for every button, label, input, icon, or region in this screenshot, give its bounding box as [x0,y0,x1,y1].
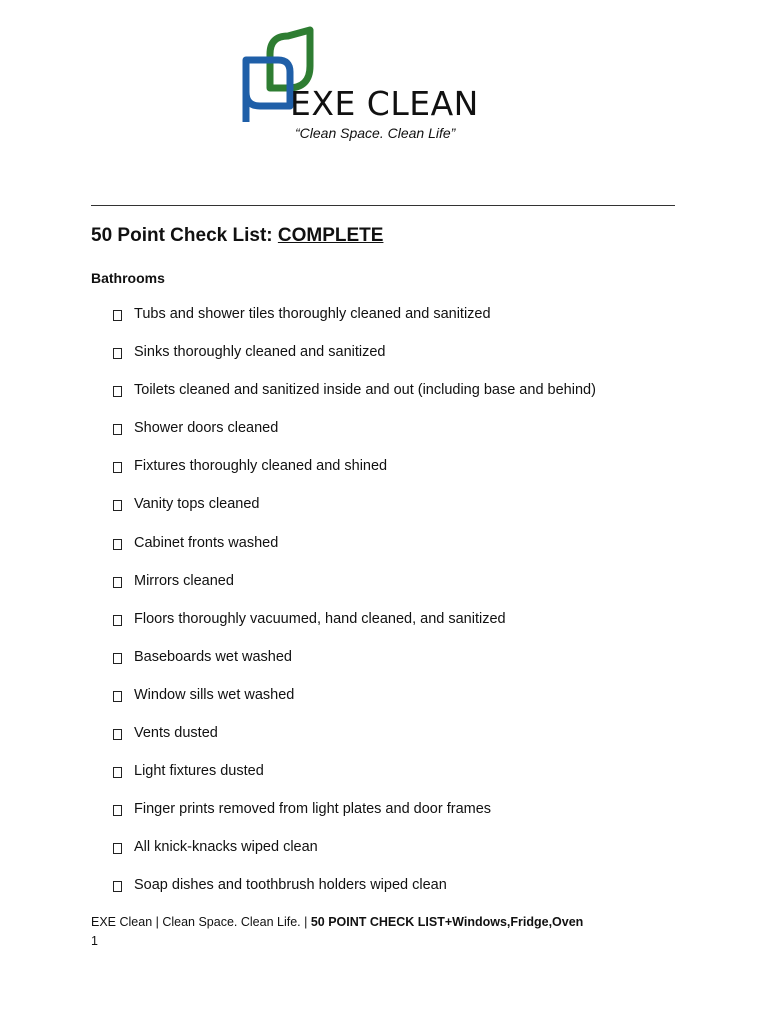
checklist-item [113,649,596,687]
checkbox-icon[interactable] [113,386,122,397]
checklist-item [113,306,596,344]
title-status: COMPLETE [277,225,384,246]
checklist-item-label: Fixtures thoroughly cleaned and shined [134,458,388,475]
checklist-item [113,535,596,573]
checklist-item [113,420,596,458]
checklist-item [113,382,596,420]
checklist-item-label: Window sills wet washed [134,686,295,703]
checklist-item-label: Sinks thoroughly cleaned and sanitized [134,344,386,361]
checkbox-icon[interactable] [113,462,122,473]
brand-name: EXE CLEAN [290,84,479,123]
section-heading: Bathrooms [91,270,165,286]
checkbox-icon[interactable] [113,539,122,550]
checkbox-icon[interactable] [113,424,122,435]
checkbox-icon[interactable] [113,805,122,816]
checkbox-icon[interactable] [113,500,122,511]
page-title [91,225,383,247]
checklist-item [113,687,596,725]
checklist-item-label: Vanity tops cleaned [134,496,260,513]
checklist-item-label: Toilets cleaned and sanitized inside and out (including base and behind) [134,382,596,399]
checklist-item-label: Baseboards wet washed [134,648,292,665]
checklist-item [113,839,596,877]
checklist-item [113,611,596,649]
checkbox-icon[interactable] [113,615,122,626]
brand-tagline: “Clean Space. Clean Life” [295,125,456,141]
checklist-item [113,496,596,534]
checkbox-icon[interactable] [113,310,122,321]
checkbox-icon[interactable] [113,729,122,740]
checklist-item-label: All knick-knacks wiped clean [134,839,318,856]
divider [91,205,675,206]
checklist-item [113,763,596,801]
title-prefix: 50 Point Check List: [91,225,273,246]
checkbox-icon[interactable] [113,881,122,892]
checklist-item-label: Floors thoroughly vacuumed, hand cleaned, and sanitized [134,610,506,627]
checkbox-icon[interactable] [113,767,122,778]
checklist-item-label: Finger prints removed from light plates and door frames [134,801,492,818]
checklist [113,306,596,916]
checklist-item-label: Soap dishes and toothbrush holders wiped clean [134,877,447,894]
company-logo [240,26,490,151]
page-number: 1 [91,934,98,948]
footer [91,915,583,929]
checklist-item-label: Mirrors cleaned [134,572,234,589]
checklist-item [113,573,596,611]
checklist-item-label: Shower doors cleaned [134,420,279,437]
checklist-item [113,344,596,382]
checkbox-icon[interactable] [113,653,122,664]
checklist-item-label: Light fixtures dusted [134,763,264,780]
checkbox-icon[interactable] [113,843,122,854]
checklist-item [113,877,596,915]
checkbox-icon[interactable] [113,577,122,588]
checklist-item [113,725,596,763]
checklist-item [113,458,596,496]
footer-right: 50 POINT CHECK LIST+Windows,Fridge,Oven [310,915,584,929]
checklist-item [113,801,596,839]
checklist-item-label: Cabinet fronts washed [134,534,279,551]
checkbox-icon[interactable] [113,348,122,359]
checklist-item-label: Tubs and shower tiles thoroughly cleaned and sanitized [134,306,491,322]
checkbox-icon[interactable] [113,691,122,702]
checklist-item-label: Vents dusted [134,725,218,742]
footer-left: EXE Clean | Clean Space. Clean Life. | [91,915,308,929]
